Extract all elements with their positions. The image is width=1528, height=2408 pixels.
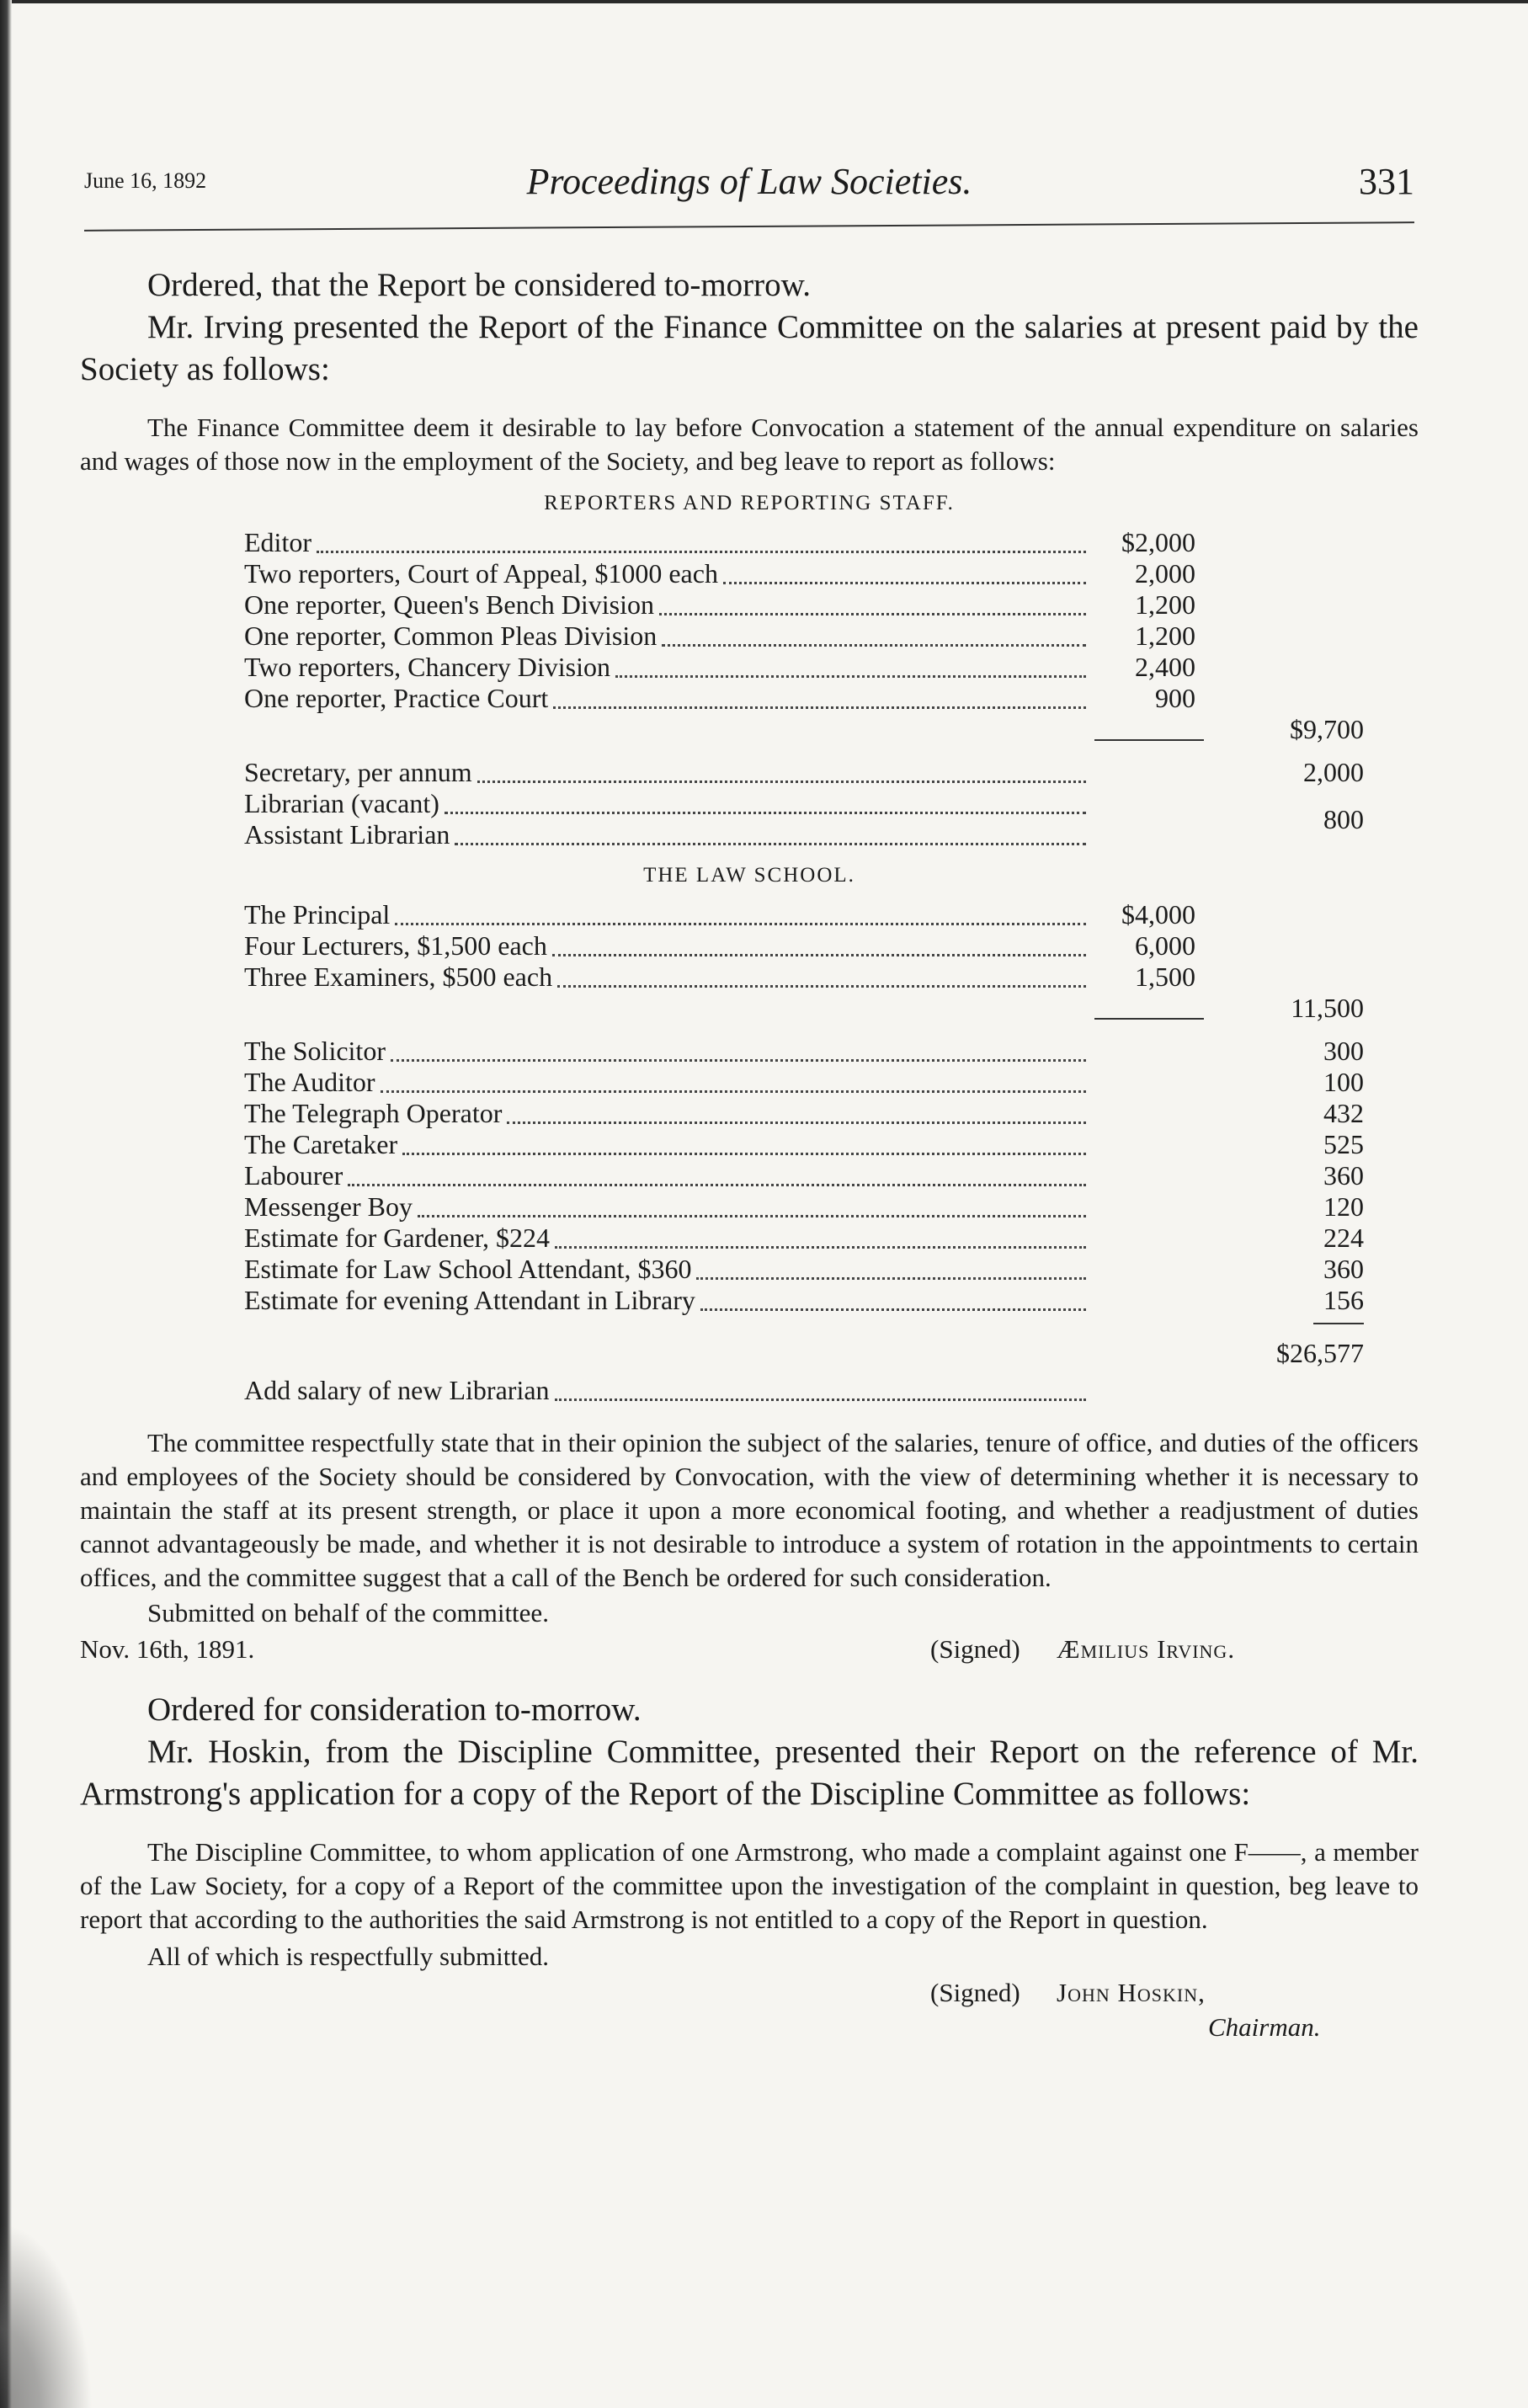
row-item: The Solicitor (244, 1036, 386, 1066)
subtotal-rule (1094, 739, 1204, 741)
dot-leader (615, 644, 1086, 678)
dot-leader (555, 1367, 1086, 1401)
dot-leader (317, 519, 1086, 553)
dot-leader (659, 582, 1086, 615)
row-item: Editor (244, 527, 311, 557)
paragraph-committee-state: The committee respectfully state that in their opinion the subject of the salaries, tenure of office, and duties of the officers and employees of the Society should be considered by Convocation, with the view of determining whether it is necessary to maintain the staff at its present strength, or place it upon a more economical footing, and whether a readjustment of duties cannot advantageously be made, and whether it is not desirable to introduce a system of rotation in the appointments to certain offices, and the committee suggest that a call of the Bench be ordered for such consideration. (80, 1428, 1419, 1592)
dot-leader (700, 1277, 1086, 1311)
dot-leader (723, 551, 1086, 584)
row-amount: $4,000 (1121, 899, 1195, 930)
header-title: Proceedings of Law Societies. (526, 161, 972, 202)
row-total: 360 (1323, 1160, 1364, 1191)
subtotal-rule (1094, 1018, 1204, 1020)
dot-leader (552, 923, 1086, 956)
signatory-name: John Hoskin, (1057, 1978, 1206, 2007)
table-row (244, 683, 1364, 714)
reporters-table (244, 527, 1364, 850)
signature-block-irving (80, 1630, 1419, 1669)
dot-leader (418, 1184, 1086, 1217)
row-item: The Caretaker (244, 1129, 398, 1159)
row-item: The Telegraph Operator (244, 1098, 503, 1128)
row-amount: $2,000 (1121, 527, 1195, 557)
row-total: 100 (1323, 1067, 1364, 1097)
paragraph-ordered-consideration: Ordered for consideration to-morrow. (147, 1691, 642, 1728)
signatory-title: Chairman. (1208, 2012, 1321, 2042)
row-amount: 6,000 (1135, 930, 1195, 961)
law-school-total: 11,500 (1291, 993, 1364, 1023)
row-item: One reporter, Practice Court (244, 683, 549, 713)
dot-leader (395, 892, 1086, 925)
row-item: The Principal (244, 899, 391, 930)
row-item: Labourer (244, 1160, 343, 1191)
row-amount: 2,400 (1135, 652, 1195, 682)
add-salary-item: Add salary of new Librarian (244, 1375, 550, 1405)
signatory-title-row (80, 2012, 1419, 2046)
dot-leader (348, 1153, 1086, 1186)
dot-leader (553, 675, 1086, 709)
row-item: Estimate for evening Attendant in Library (244, 1285, 695, 1315)
dot-leader (555, 1215, 1086, 1249)
paragraph-finance-committee: The Finance Committee deem it desirable to lay before Convocation a statement of the annual expenditure on salaries and wages of those now in the employment of the Society, and beg leave to report as follows: (80, 413, 1419, 476)
row-item: Two reporters, Court of Appeal, $1000 each (244, 558, 718, 589)
paragraph-respectfully-submitted: All of which is respectfully submitted. (147, 1942, 549, 1971)
row-amount: 2,000 (1135, 558, 1195, 589)
paragraph-hoskin-presented: Mr. Hoskin, from the Discipline Committee, presented their Report on the reference of Mr. Armstrong's application for a copy of the Report of the Discipline Committee as follows: (80, 1734, 1419, 1812)
row-total: 120 (1323, 1191, 1364, 1222)
row-total: 2,000 (1303, 757, 1364, 787)
reporters-total: $9,700 (1290, 714, 1364, 744)
row-total: 224 (1323, 1223, 1364, 1253)
dot-leader (477, 749, 1086, 783)
header-date: June 16, 1892 (84, 168, 207, 193)
signed-label: (Signed) (930, 1634, 1020, 1664)
signature-block-hoskin (80, 1974, 1419, 2012)
dot-leader (557, 954, 1086, 988)
table-row (244, 962, 1364, 993)
dot-leader (455, 812, 1086, 845)
paragraph-ordered: Ordered, that the Report be considered to-morrow. (147, 267, 812, 303)
subtotal-row (244, 714, 1364, 745)
dot-leader (696, 1246, 1086, 1280)
running-header (84, 160, 1414, 219)
row-total: 156 (1323, 1285, 1364, 1315)
row-item: Assistant Librarian (244, 819, 450, 850)
row-item: One reporter, Queen's Bench Division (244, 589, 655, 620)
law-school-table (244, 899, 1364, 1406)
dot-leader (402, 1121, 1086, 1155)
row-item: Three Examiners, $500 each (244, 962, 553, 992)
row-amount: 1,200 (1135, 621, 1195, 651)
row-item: Estimate for Law School Attendant, $360 (244, 1254, 692, 1284)
row-total: 360 (1323, 1254, 1364, 1284)
grand-total-rule (1313, 1323, 1364, 1324)
row-amount: 1,500 (1135, 962, 1195, 992)
table-row (244, 1375, 1364, 1406)
dot-leader (662, 613, 1086, 647)
subtotal-row (244, 993, 1364, 1024)
row-item: Two reporters, Chancery Division (244, 652, 610, 682)
row-total: 525 (1323, 1129, 1364, 1159)
row-total: 800 (1323, 804, 1364, 834)
paragraph-discipline-committee: The Discipline Committee, to whom application of one Armstrong, who made a complaint against one F——, a member of the Law Society, for a copy of a Report of the committee upon the investigation of the complaint in question, beg leave to report that according to the authorities the said Armstrong is not entitled to a copy of the Report in question. (80, 1837, 1419, 1934)
dot-leader (381, 1059, 1086, 1093)
dot-leader (507, 1090, 1086, 1124)
page-body (80, 253, 1419, 2046)
dot-leader (391, 1028, 1086, 1062)
corner-scuff (0, 2223, 93, 2408)
row-amount: 900 (1155, 683, 1195, 713)
signature-date: Nov. 16th, 1891. (80, 1634, 255, 1664)
row-item: The Auditor (244, 1067, 375, 1097)
row-item: Estimate for Gardener, $224 (244, 1223, 551, 1253)
grand-total: $26,577 (1276, 1338, 1364, 1368)
page-number: 331 (1359, 161, 1414, 202)
table-row (244, 804, 1364, 850)
section-title-reporters: REPORTERS AND REPORTING STAFF. (544, 492, 955, 514)
row-item: Secretary, per annum (244, 757, 472, 787)
row-item: Four Lecturers, $1,500 each (244, 930, 547, 961)
dot-leader (445, 780, 1086, 814)
top-edge (12, 0, 1528, 3)
row-total: 432 (1323, 1098, 1364, 1128)
signatory-name: Æmilius Irving. (1057, 1634, 1236, 1664)
row-total: 300 (1323, 1036, 1364, 1066)
table-row (244, 1285, 1364, 1316)
row-item: Librarian (vacant) (244, 788, 439, 818)
row-item: Messenger Boy (244, 1191, 413, 1222)
row-item: One reporter, Common Pleas Division (244, 621, 658, 651)
grand-total-rule-row (244, 1316, 1364, 1333)
binding-edge (0, 0, 12, 2408)
signed-label: (Signed) (930, 1978, 1020, 2007)
paragraph-irving-presented: Mr. Irving presented the Report of the Finance Committee on the salaries at present paid by the Society as follows: (80, 309, 1419, 387)
header-rule (84, 221, 1414, 232)
paragraph-submitted: Submitted on behalf of the committee. (147, 1598, 549, 1628)
row-amount: 1,200 (1135, 589, 1195, 620)
section-title-law-school: THE LAW SCHOOL. (643, 864, 855, 887)
